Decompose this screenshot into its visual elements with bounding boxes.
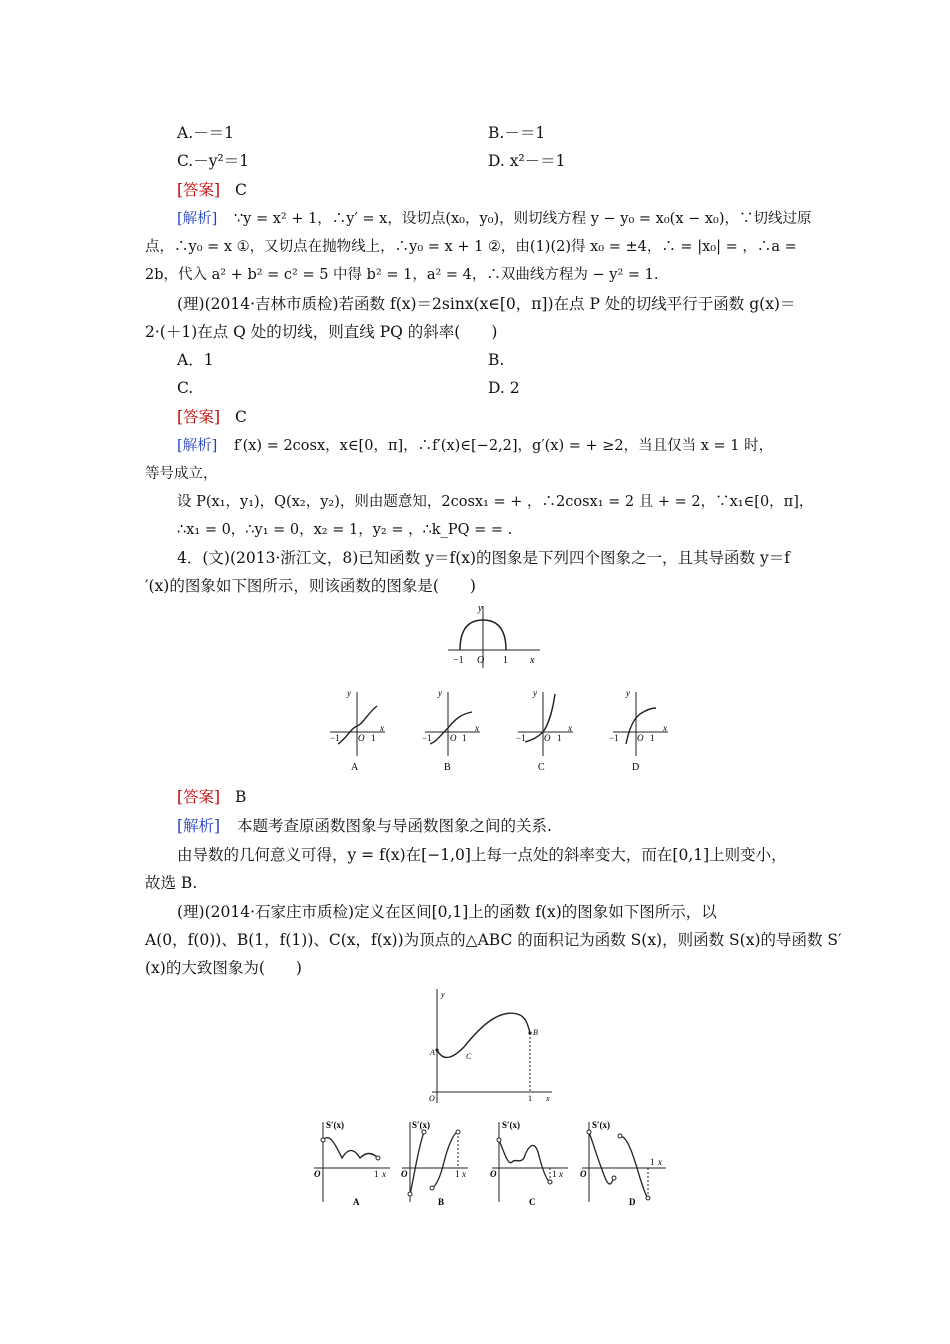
y-label: S′(x): [412, 1120, 431, 1130]
x-label: x: [462, 1169, 466, 1179]
option-a: A.－＝1: [177, 124, 234, 142]
choice-graph-a: [330, 688, 385, 773]
question-stem: ′(x)的图象如下图所示，则该函数的图象是( ): [145, 577, 476, 595]
choice-graph-b: [422, 688, 480, 773]
option-d: D. 2: [488, 379, 520, 397]
y-label: S′(x): [502, 1120, 521, 1130]
solution-tag: [解析]: [177, 817, 221, 835]
origin-label: O: [401, 1169, 408, 1179]
tick-label-neg1: −1: [453, 655, 464, 666]
tick-1: 1: [374, 1169, 379, 1179]
choice-label-d: D: [632, 762, 640, 773]
answer-tag: [答案]: [177, 408, 221, 426]
solution-line: 点，∴y₀ = x ①，又切点在抛物线上，∴y₀ = x + 1 ②，由(1)(2)得 x₀ = ±4，∴ = |x₀| = ，∴a =: [145, 239, 797, 255]
solution-line: 设 P(x₁，y₁)，Q(x₂，y₂)，则由题意知，2cosx₁ = + ，∴2cosx₁ = 2 且 + = 2，∵x₁∈[0，π]，: [177, 494, 814, 510]
sprime-graph-a: [314, 1120, 390, 1207]
choice-label-d: D: [629, 1197, 636, 1207]
solution-tag: [解析]: [177, 211, 218, 227]
question-stem: 4．(文)(2013·浙江文，8)已知函数 y＝f(x)的图象是下列四个图象之一，且其导函数 y＝f: [177, 549, 790, 567]
tick-1: 1: [557, 733, 562, 743]
tick-label-1: 1: [528, 1094, 532, 1103]
origin-label: O: [450, 733, 457, 743]
answer-tag: [答案]: [177, 788, 221, 806]
choice-graphs: [325, 686, 675, 774]
sprime-graph-c: [490, 1120, 568, 1207]
solution-tag: [解析]: [177, 438, 218, 454]
origin-label: O: [544, 733, 551, 743]
origin-label: O: [637, 733, 644, 743]
solution-text: 本题考查原函数图象与导函数图象之间的关系.: [237, 817, 552, 835]
option-c: C.－y²＝1: [177, 152, 250, 170]
tick-1: 1: [455, 1169, 460, 1179]
tick-1: 1: [650, 1157, 655, 1167]
question-stem: (理)(2014·吉林市质检)若函数 f(x)＝2sinx(x∈[0，π])在点 P 处的切线平行于函数 g(x)＝: [177, 295, 796, 313]
origin-label: O: [429, 1094, 435, 1103]
x-label: x: [559, 1169, 563, 1179]
choice-label-c: C: [529, 1197, 536, 1207]
choice-label-b: B: [438, 1197, 445, 1207]
solution-text: ∵y = x² + 1，∴y′ = x，设切点(x₀，y₀)，则切线方程 y − y₀ = x₀(x − x₀)，∵切线过原: [233, 211, 812, 227]
y-label: y: [626, 688, 630, 698]
option-b: B.－＝1: [488, 124, 546, 142]
question-stem: A(0，f(0))、B(1，f(1))、C(x，f(x))为顶点的△ABC 的面积记为函数 S(x)，则函数 S(x)的导函数 S′: [145, 931, 842, 949]
question-stem: (x)的大致图象为( ): [145, 959, 302, 977]
x-label: x: [380, 723, 384, 733]
sprime-curve-d: [589, 1132, 648, 1198]
answer-value: B: [235, 788, 247, 806]
x-axis-label: x: [546, 1094, 550, 1103]
options-row-ab: [177, 349, 810, 371]
sprime-choice-graphs: [310, 1118, 675, 1210]
x-axis-label: x: [530, 655, 535, 666]
solution-line: [177, 208, 810, 230]
x-label: x: [663, 723, 667, 733]
option-a: A．1: [177, 351, 214, 369]
tick-neg1: −1: [609, 733, 619, 743]
solution-line: [177, 815, 810, 837]
choice-label-a: A: [351, 762, 359, 773]
tick-label-1: 1: [503, 655, 508, 666]
tick-neg1: −1: [422, 733, 432, 743]
y-axis-label: y: [441, 990, 445, 999]
tick-neg1: −1: [330, 733, 340, 743]
option-c: C.: [177, 379, 194, 397]
options-row-ab: [177, 122, 810, 144]
tick-neg1: −1: [516, 733, 526, 743]
choice-label-c: C: [538, 762, 545, 773]
choice-label-b: B: [444, 762, 451, 773]
option-b: B.: [488, 351, 505, 369]
origin-label: O: [314, 1169, 321, 1179]
tick-1: 1: [371, 733, 376, 743]
answer-tag: [答案]: [177, 181, 221, 199]
solution-line: ∴x₁ = 0，∴y₁ = 0，x₂ = 1，y₂ = ，∴k_PQ = = .: [177, 522, 513, 538]
y-label: y: [438, 688, 442, 698]
sprime-graph-d: [580, 1120, 666, 1207]
x-label: x: [568, 723, 572, 733]
choice-graph-d: [609, 688, 668, 773]
answer-value: C: [235, 408, 247, 426]
origin-label: O: [358, 733, 365, 743]
option-d: D. x²－＝1: [488, 152, 566, 170]
x-label: x: [475, 723, 479, 733]
function-graph: [420, 985, 560, 1107]
solution-line: 故选 B.: [145, 874, 198, 892]
options-row-cd: [177, 150, 810, 172]
origin-label: O: [580, 1169, 587, 1179]
tick-1: 1: [552, 1169, 557, 1179]
answer-line: [177, 179, 810, 201]
y-label: S′(x): [592, 1120, 611, 1130]
origin-label: O: [477, 655, 485, 666]
solution-line: [177, 435, 810, 457]
choice-graph-c: [516, 688, 573, 773]
answer-line: [177, 406, 810, 428]
point-label-a: A: [430, 1048, 435, 1057]
solution-line: 由导数的几何意义可得，y = f(x)在[−1,0]上每一点处的斜率变大，而在[0,1]上则变小，: [177, 846, 787, 864]
point-label-b: B: [533, 1028, 538, 1037]
tick-1: 1: [462, 733, 467, 743]
sprime-curve-c: [499, 1140, 550, 1182]
sprime-graph-b: [401, 1120, 468, 1207]
sprime-curve-a: [323, 1138, 378, 1158]
y-axis-label: y: [478, 603, 483, 614]
sprime-curve-b: [410, 1132, 458, 1194]
tick-1: 1: [650, 733, 655, 743]
answer-line: [177, 786, 810, 808]
point-label-c: C: [466, 1052, 472, 1061]
question-stem: 2·(＋1)在点 Q 处的切线，则直线 PQ 的斜率( ): [145, 323, 498, 341]
y-label: y: [533, 688, 537, 698]
x-label: x: [382, 1169, 386, 1179]
solution-line: 2b，代入 a² + b² = c² = 5 中得 b² = 1，a² = 4，∴双曲线方程为 − y² = 1.: [145, 267, 659, 283]
derivative-graph: [440, 600, 550, 672]
solution-text: f′(x) = 2cosx，x∈[0，π]，∴f′(x)∈[−2,2]，g′(x) = + ≥2，当且仅当 x = 1 时，: [233, 438, 774, 454]
curve-c: [525, 694, 555, 742]
y-label: S′(x): [326, 1120, 345, 1130]
solution-line: 等号成立，: [145, 466, 218, 482]
answer-value: C: [235, 181, 247, 199]
options-row-cd: [177, 377, 810, 399]
choice-label-a: A: [353, 1197, 360, 1207]
question-stem: (理)(2014·石家庄市质检)定义在区间[0,1]上的函数 f(x)的图象如下图所示，以: [177, 903, 717, 921]
x-label: x: [658, 1157, 662, 1167]
function-curve: [437, 1013, 530, 1057]
y-label: y: [347, 688, 351, 698]
origin-label: O: [490, 1169, 497, 1179]
